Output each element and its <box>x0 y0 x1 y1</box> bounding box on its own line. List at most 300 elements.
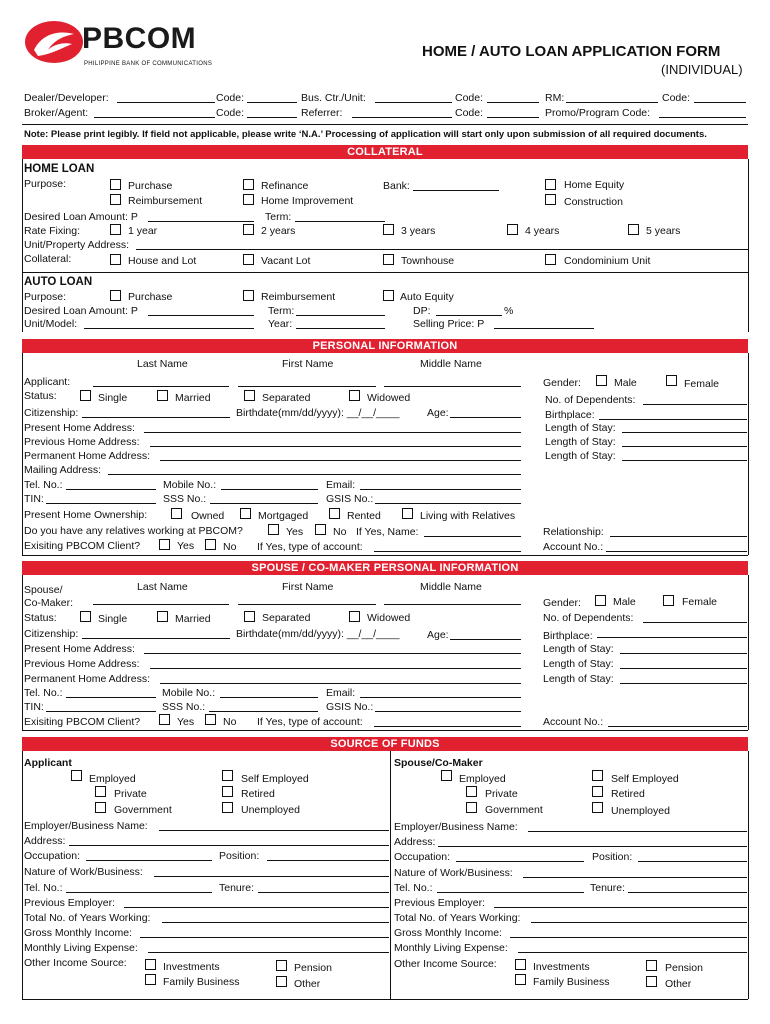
spouse-married-label: Married <box>175 613 211 625</box>
spouse-dependents-field[interactable] <box>643 622 747 623</box>
spouse-email-field[interactable] <box>360 697 521 698</box>
code-label: Code: <box>216 92 245 104</box>
dealer-code-field[interactable] <box>247 102 297 103</box>
app-occupation-label: Occupation: <box>24 850 81 862</box>
sp-employer-field[interactable] <box>528 831 747 832</box>
sp-government-checkbox[interactable] <box>466 802 477 813</box>
spouse-label: Spouse/ <box>24 584 63 596</box>
spouse-birthplace-field[interactable] <box>597 637 747 638</box>
permanent-los-label: Length of Stay: <box>545 450 616 462</box>
spouse-permanent-address-field[interactable] <box>160 683 521 684</box>
app-pension-checkbox[interactable] <box>276 960 287 971</box>
desired-amount-label: Desired Loan Amount: P <box>24 211 138 223</box>
auto-equity-label: Auto Equity <box>400 291 454 303</box>
sp-investments-checkbox[interactable] <box>515 959 526 970</box>
sp-tenure-label: Tenure: <box>590 882 626 894</box>
3-years-checkbox[interactable] <box>383 224 394 235</box>
spouse-male-checkbox[interactable] <box>595 595 606 606</box>
townhouse-label: Townhouse <box>401 255 455 267</box>
spouse-first-name-header: First Name <box>282 581 334 593</box>
previous-address-field[interactable] <box>150 446 521 447</box>
relatives-question: Do you have any relatives working at PBCOM? <box>24 525 243 537</box>
4-years-checkbox[interactable] <box>507 224 518 235</box>
border-right <box>748 159 749 272</box>
sp-employer-label: Employer/Business Name: <box>394 821 518 833</box>
border-left <box>22 159 23 272</box>
spouse-existing-no-checkbox[interactable] <box>205 714 216 725</box>
home-loan-heading: HOME LOAN <box>24 163 95 175</box>
app-other-checkbox[interactable] <box>276 976 287 987</box>
app-government-label: Government <box>114 804 172 816</box>
sp-self-employed-checkbox[interactable] <box>592 770 603 781</box>
separated-checkbox[interactable] <box>244 390 255 401</box>
sp-private-checkbox[interactable] <box>466 786 477 797</box>
existing-no-label: No <box>223 541 237 553</box>
status-label: Status: <box>24 390 57 402</box>
sp-prev-employer-field[interactable] <box>494 907 747 908</box>
rm-code-field[interactable] <box>694 102 746 103</box>
spouse-citizenship-label: Citizenship: <box>24 628 79 640</box>
spouse-previous-los-field[interactable] <box>620 668 747 669</box>
mailing-address-field[interactable] <box>108 474 521 475</box>
citizenship-label: Citizenship: <box>24 407 79 419</box>
divider <box>22 999 748 1000</box>
spouse-citizenship-field[interactable] <box>82 638 230 639</box>
sp-tenure-field[interactable] <box>628 892 747 893</box>
spouse-female-checkbox[interactable] <box>663 595 674 606</box>
single-label: Single <box>98 392 128 404</box>
sp-tel-label: Tel. No.: <box>394 882 433 894</box>
app-unemployed-label: Unemployed <box>241 804 300 816</box>
app-nature-label: Nature of Work/Business: <box>24 866 143 878</box>
spouse-previous-address-field[interactable] <box>150 668 521 669</box>
app-living-label: Monthly Living Expense: <box>24 942 138 954</box>
home-equity-checkbox[interactable] <box>545 179 556 190</box>
border-right <box>748 575 749 730</box>
previous-address-label: Previous Home Address: <box>24 436 140 448</box>
form-title: HOME / AUTO LOAN APPLICATION FORM <box>422 43 721 60</box>
sp-other-income-label: Other Income Source: <box>394 958 497 970</box>
spouse-sss-field[interactable] <box>209 711 318 712</box>
app-position-label: Position: <box>219 850 260 862</box>
spouse-age-label: Age: <box>427 629 449 641</box>
spouse-last-name-field[interactable] <box>93 604 229 605</box>
spouse-last-name-header: Last Name <box>137 581 188 593</box>
sp-other-checkbox[interactable] <box>646 976 657 987</box>
spouse-account-type-field[interactable] <box>374 726 521 727</box>
townhouse-checkbox[interactable] <box>383 254 394 265</box>
logo-subtext: PHILIPPINE BANK OF COMMUNICATIONS <box>84 61 213 67</box>
condo-label: Condominium Unit <box>564 255 651 267</box>
tin-field[interactable] <box>46 503 156 504</box>
auto-term-label: Term: <box>268 305 295 317</box>
2-years-checkbox[interactable] <box>243 224 254 235</box>
rm-field[interactable] <box>566 102 658 103</box>
construction-checkbox[interactable] <box>545 194 556 205</box>
present-address-label: Present Home Address: <box>24 422 135 434</box>
4-years-label: 4 years <box>525 225 560 237</box>
year-label: Year: <box>268 318 293 330</box>
birthplace-label: Birthplace: <box>545 409 595 421</box>
5-years-label: 5 years <box>646 225 681 237</box>
sp-retired-checkbox[interactable] <box>592 786 603 797</box>
spouse-status-label: Status: <box>24 612 57 624</box>
code-label: Code: <box>216 107 245 119</box>
spouse-gsis-label: GSIS No.: <box>326 701 374 713</box>
collateral-header: COLLATERAL <box>22 145 748 159</box>
applicant-middle-name-field[interactable] <box>384 386 521 387</box>
spouse-email-label: Email: <box>326 687 356 699</box>
border-left <box>22 272 23 332</box>
spouse-widowed-checkbox[interactable] <box>349 611 360 622</box>
spouse-account-no-label: Account No.: <box>543 716 604 728</box>
sp-gross-label: Gross Monthly Income: <box>394 927 502 939</box>
spouse-gender-label: Gender: <box>543 597 581 609</box>
app-investments-label: Investments <box>163 961 220 973</box>
app-retired-label: Retired <box>241 788 275 800</box>
spouse-separated-label: Separated <box>262 612 311 624</box>
logo-text: PBCOM <box>82 22 197 55</box>
border-left <box>22 751 23 999</box>
reimbursement-label: Reimbursement <box>128 195 203 207</box>
bus-ctr-label: Bus. Ctr./Unit: <box>301 92 366 104</box>
app-gross-label: Gross Monthly Income: <box>24 927 132 939</box>
owned-checkbox[interactable] <box>171 508 182 519</box>
dependents-label: No. of Dependents: <box>545 394 636 406</box>
gsis-label: GSIS No.: <box>326 493 374 505</box>
separated-label: Separated <box>262 392 311 404</box>
existing-client-label: Exisiting PBCOM Client? <box>24 540 141 552</box>
app-employer-field[interactable] <box>159 830 389 831</box>
border-left <box>22 575 23 730</box>
sp-position-field[interactable] <box>638 861 747 862</box>
sp-address-label: Address: <box>394 836 436 848</box>
spouse-middle-name-field[interactable] <box>384 604 521 605</box>
app-employed-label: Employed <box>89 773 136 785</box>
dealer-label: Dealer/Developer: <box>24 92 109 104</box>
app-years-field[interactable] <box>162 922 389 923</box>
spouse-present-los-label: Length of Stay: <box>543 643 614 655</box>
citizenship-field[interactable] <box>82 417 230 418</box>
auto-purchase-label: Purchase <box>128 291 173 303</box>
column-divider <box>390 751 391 999</box>
present-los-field[interactable] <box>622 432 747 433</box>
house-lot-checkbox[interactable] <box>110 254 121 265</box>
sp-address-field[interactable] <box>438 846 747 847</box>
percent-sign: % <box>504 305 514 317</box>
spouse-permanent-address-label: Permanent Home Address: <box>24 673 151 685</box>
sp-unemployed-checkbox[interactable] <box>592 802 603 813</box>
spouse-age-field[interactable] <box>450 639 521 640</box>
bank-field[interactable] <box>413 190 499 191</box>
rm-label: RM: <box>545 92 565 104</box>
dp-label: DP: <box>413 305 431 317</box>
promo-label: Promo/Program Code: <box>545 107 651 119</box>
spouse-info-header: SPOUSE / CO-MAKER PERSONAL INFORMATION <box>22 561 748 575</box>
auto-term-field[interactable] <box>296 315 385 316</box>
auto-purchase-checkbox[interactable] <box>110 290 121 301</box>
account-type-field[interactable] <box>374 551 521 552</box>
spouse-present-address-field[interactable] <box>144 653 521 654</box>
construction-label: Construction <box>564 196 623 208</box>
relatives-no-checkbox[interactable] <box>315 524 326 535</box>
sp-employed-checkbox[interactable] <box>441 770 452 781</box>
previous-los-field[interactable] <box>622 446 747 447</box>
sp-private-label: Private <box>485 788 518 800</box>
spouse-gsis-field[interactable] <box>375 711 521 712</box>
spouse-single-label: Single <box>98 613 128 625</box>
sp-years-field[interactable] <box>531 922 747 923</box>
account-no-label: Account No.: <box>543 541 604 553</box>
birthplace-field[interactable] <box>599 419 747 420</box>
male-checkbox[interactable] <box>596 375 607 386</box>
divider <box>22 730 748 731</box>
relationship-field[interactable] <box>610 536 747 537</box>
auto-desired-field[interactable] <box>148 315 254 316</box>
app-tenure-field[interactable] <box>258 892 389 893</box>
permanent-address-field[interactable] <box>160 460 521 461</box>
promo-field[interactable] <box>659 117 746 118</box>
relatives-yes-checkbox[interactable] <box>268 524 279 535</box>
app-other-label: Other <box>294 978 321 990</box>
spouse-account-no-field[interactable] <box>608 726 747 727</box>
app-pension-label: Pension <box>294 962 332 974</box>
spouse-female-label: Female <box>682 596 718 608</box>
term-label: Term: <box>265 211 292 223</box>
spouse-existing-yes-checkbox[interactable] <box>159 714 170 725</box>
dealer-field[interactable] <box>117 102 215 103</box>
sp-tel-field[interactable] <box>437 892 584 893</box>
sp-unemployed-label: Unemployed <box>611 805 670 817</box>
single-checkbox[interactable] <box>80 390 91 401</box>
app-prev-employer-field[interactable] <box>124 907 389 908</box>
app-employer-label: Employer/Business Name: <box>24 820 148 832</box>
bus-ctr-field[interactable] <box>375 102 452 103</box>
broker-field[interactable] <box>94 117 215 118</box>
app-tel-field[interactable] <box>66 892 212 893</box>
app-private-checkbox[interactable] <box>95 786 106 797</box>
selling-price-label: Selling Price: P <box>413 318 485 330</box>
existing-no-checkbox[interactable] <box>205 539 216 550</box>
relatives-no-label: No <box>333 526 347 538</box>
gender-label: Gender: <box>543 377 581 389</box>
spouse-permanent-los-field[interactable] <box>620 683 747 684</box>
auto-reimbursement-checkbox[interactable] <box>243 290 254 301</box>
broker-code-field[interactable] <box>247 117 297 118</box>
divider <box>22 272 748 273</box>
spouse-widowed-label: Widowed <box>367 612 411 624</box>
home-equity-label: Home Equity <box>564 179 625 191</box>
mobile-field[interactable] <box>221 489 318 490</box>
spouse-mobile-field[interactable] <box>220 697 318 698</box>
age-field[interactable] <box>450 417 521 418</box>
auto-purpose-label: Purpose: <box>24 291 67 303</box>
gsis-field[interactable] <box>375 503 521 504</box>
referrer-field[interactable] <box>352 117 452 118</box>
refinance-label: Refinance <box>261 180 309 192</box>
reimbursement-checkbox[interactable] <box>110 194 121 205</box>
spouse-existing-yes-label: Yes <box>177 716 195 728</box>
app-unemployed-checkbox[interactable] <box>222 802 233 813</box>
unit-model-label: Unit/Model: <box>24 318 78 330</box>
app-living-field[interactable] <box>148 952 389 953</box>
first-name-header: First Name <box>282 358 334 370</box>
spouse-middle-name-header: Middle Name <box>420 581 482 593</box>
sp-occupation-label: Occupation: <box>394 851 451 863</box>
living-relatives-label: Living with Relatives <box>420 510 516 522</box>
app-tenure-label: Tenure: <box>219 882 255 894</box>
widowed-checkbox[interactable] <box>349 390 360 401</box>
sp-occupation-field[interactable] <box>456 861 584 862</box>
dp-field[interactable] <box>436 315 502 316</box>
sp-gross-field[interactable] <box>510 937 747 938</box>
female-checkbox[interactable] <box>666 375 677 386</box>
auto-equity-checkbox[interactable] <box>383 290 394 301</box>
spouse-previous-los-label: Length of Stay: <box>543 658 614 670</box>
app-occupation-field[interactable] <box>86 860 212 861</box>
app-self-employed-label: Self Employed <box>241 773 309 785</box>
mobile-label: Mobile No.: <box>163 479 217 491</box>
border-right <box>748 353 749 555</box>
sp-pension-checkbox[interactable] <box>646 960 657 971</box>
mortgaged-label: Mortgaged <box>258 510 309 522</box>
year-field[interactable] <box>296 328 385 329</box>
spouse-tel-field[interactable] <box>66 697 156 698</box>
sp-nature-label: Nature of Work/Business: <box>394 867 513 879</box>
spouse-account-type-label: If Yes, type of account: <box>257 716 363 728</box>
dependents-field[interactable] <box>643 404 747 405</box>
auto-loan-heading: AUTO LOAN <box>24 276 93 288</box>
border-left <box>22 353 23 555</box>
auto-reimbursement-label: Reimbursement <box>261 291 336 303</box>
home-improvement-checkbox[interactable] <box>243 194 254 205</box>
2-years-label: 2 years <box>261 225 296 237</box>
spouse-dependents-label: No. of Dependents: <box>543 612 634 624</box>
spouse-first-name-field[interactable] <box>238 604 376 605</box>
condo-checkbox[interactable] <box>545 254 556 265</box>
app-self-employed-checkbox[interactable] <box>222 770 233 781</box>
sp-nature-field[interactable] <box>523 877 747 878</box>
unit-address-field[interactable] <box>136 249 748 250</box>
house-lot-label: House and Lot <box>128 255 197 267</box>
vacant-lot-checkbox[interactable] <box>243 254 254 265</box>
form-subtitle: (INDIVIDUAL) <box>661 62 743 77</box>
owned-label: Owned <box>191 510 225 522</box>
code-label: Code: <box>455 92 484 104</box>
permanent-los-field[interactable] <box>622 460 747 461</box>
email-field[interactable] <box>360 489 521 490</box>
app-private-label: Private <box>114 788 147 800</box>
spouse-permanent-los-label: Length of Stay: <box>543 673 614 685</box>
1-year-label: 1 year <box>128 225 158 237</box>
spouse-tin-label: TIN: <box>24 701 44 713</box>
app-retired-checkbox[interactable] <box>222 786 233 797</box>
note-text: Note: Please print legibly. If field not applicable, please write ‘N.A.’ Processing of application will start only upon submission of all required documents. <box>24 129 707 140</box>
sp-family-business-checkbox[interactable] <box>515 974 526 985</box>
account-type-label: If Yes, type of account: <box>257 541 363 553</box>
unit-model-field[interactable] <box>84 328 254 329</box>
bus-code-field[interactable] <box>487 102 539 103</box>
app-nature-field[interactable] <box>154 876 389 877</box>
term-field[interactable] <box>295 221 385 222</box>
app-other-income-label: Other Income Source: <box>24 957 127 969</box>
3-years-label: 3 years <box>401 225 436 237</box>
app-government-checkbox[interactable] <box>95 802 106 813</box>
relative-name-field[interactable] <box>424 536 521 537</box>
account-no-field[interactable] <box>606 551 747 552</box>
5-years-checkbox[interactable] <box>628 224 639 235</box>
purchase-checkbox[interactable] <box>110 179 121 190</box>
app-address-label: Address: <box>24 835 66 847</box>
spouse-married-checkbox[interactable] <box>157 611 168 622</box>
if-yes-name-label: If Yes, Name: <box>356 526 419 538</box>
sss-field[interactable] <box>210 503 318 504</box>
bank-label: Bank: <box>383 180 410 192</box>
married-checkbox[interactable] <box>157 390 168 401</box>
sp-other-label: Other <box>665 978 692 990</box>
sp-employed-label: Employed <box>459 773 506 785</box>
spouse-separated-checkbox[interactable] <box>244 611 255 622</box>
spouse-tin-field[interactable] <box>46 711 156 712</box>
refinance-checkbox[interactable] <box>243 179 254 190</box>
app-gross-field[interactable] <box>140 937 389 938</box>
living-relatives-checkbox[interactable] <box>402 508 413 519</box>
spouse-single-checkbox[interactable] <box>80 611 91 622</box>
applicant-first-name-field[interactable] <box>238 386 376 387</box>
divider <box>22 124 748 125</box>
spouse-present-los-field[interactable] <box>620 653 747 654</box>
comaker-label: Co-Maker: <box>24 597 74 609</box>
sss-label: SSS No.: <box>163 493 207 505</box>
age-label: Age: <box>427 407 449 419</box>
1-year-checkbox[interactable] <box>110 224 121 235</box>
app-prev-employer-label: Previous Employer: <box>24 897 116 909</box>
tel-field[interactable] <box>66 489 156 490</box>
mortgaged-checkbox[interactable] <box>240 508 251 519</box>
purpose-label: Purpose: <box>24 178 67 190</box>
sp-retired-label: Retired <box>611 788 645 800</box>
sp-self-employed-label: Self Employed <box>611 773 679 785</box>
app-address-field[interactable] <box>69 845 389 846</box>
spouse-sss-label: SSS No.: <box>162 701 206 713</box>
purchase-label: Purchase <box>128 180 173 192</box>
email-label: Email: <box>326 479 356 491</box>
spouse-existing-no-label: No <box>223 716 237 728</box>
code-label: Code: <box>455 107 484 119</box>
selling-price-field[interactable] <box>494 328 594 329</box>
sp-living-field[interactable] <box>518 952 747 953</box>
referrer-code-field[interactable] <box>487 117 539 118</box>
spouse-present-address-label: Present Home Address: <box>24 643 135 655</box>
present-address-field[interactable] <box>144 432 521 433</box>
rate-fixing-label: Rate Fixing: <box>24 225 81 237</box>
sp-living-label: Monthly Living Expense: <box>394 942 508 954</box>
ownership-label: Present Home Ownership: <box>24 509 148 521</box>
app-employed-checkbox[interactable] <box>71 770 82 781</box>
rented-checkbox[interactable] <box>329 508 340 519</box>
app-family-business-checkbox[interactable] <box>145 974 156 985</box>
desired-amount-field[interactable] <box>148 221 254 222</box>
applicant-last-name-field[interactable] <box>93 386 229 387</box>
border-right <box>748 272 749 332</box>
sp-pension-label: Pension <box>665 962 703 974</box>
app-position-field[interactable] <box>267 860 389 861</box>
mailing-address-label: Mailing Address: <box>24 464 102 476</box>
existing-yes-checkbox[interactable] <box>159 539 170 550</box>
app-investments-checkbox[interactable] <box>145 959 156 970</box>
existing-yes-label: Yes <box>177 540 195 552</box>
vacant-lot-label: Vacant Lot <box>261 255 311 267</box>
